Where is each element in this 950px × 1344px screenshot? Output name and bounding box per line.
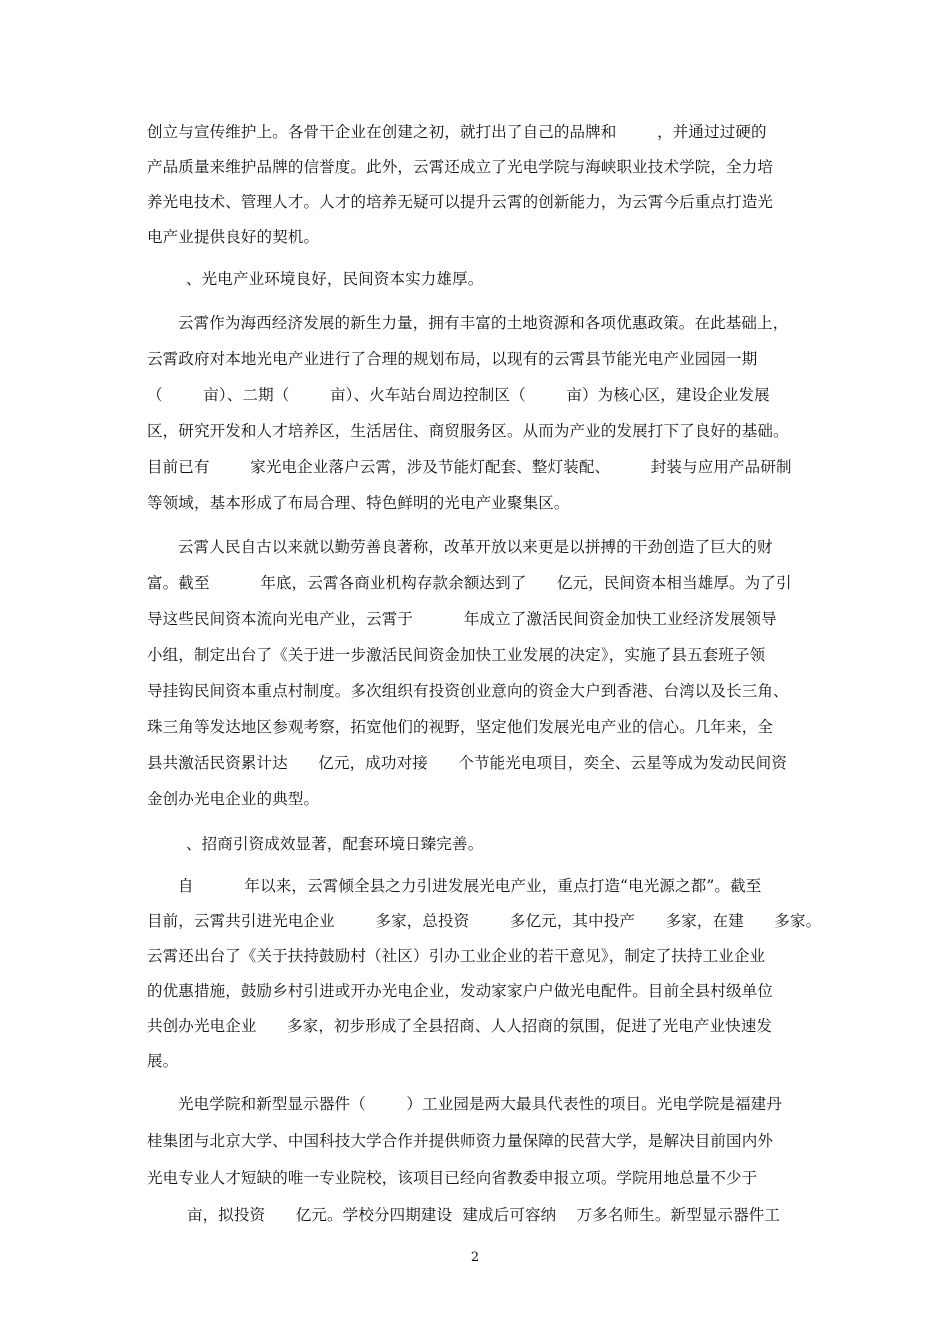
- text-line: 展。: [147, 1052, 179, 1070]
- section-heading: 、招商引资成效显著，配套环境日臻完善。: [186, 835, 484, 853]
- text-line: 光电专业人才短缺的唯一专业院校，该项目已经向省教委申报立项。学院用地总量不少于: [147, 1169, 758, 1187]
- text-line: 富。截至 年底，云霄各商业机构存款余额达到了 亿元，民间资本相当雄厚。为了引: [147, 574, 792, 592]
- text-line: 目前已有 家光电企业落户云霄，涉及节能灯配套、整灯装配、 封装与应用产品研制: [147, 458, 792, 476]
- text-line: 养光电技术、管理人才。人才的培养无疑可以提升云霄的创新能力，为云霄今后重点打造光: [147, 193, 774, 211]
- text-line: 云霄政府对本地光电产业进行了合理的规划布局，以现有的云霄县节能光电产业园园一期: [147, 350, 758, 368]
- text-line: 产品质量来维护品牌的信誉度。此外，云霄还成立了光电学院与海峡职业技术学院，全力培: [147, 158, 774, 176]
- text-line: 等领域，基本形成了布局合理、特色鲜明的光电产业聚集区。: [147, 494, 570, 512]
- text-line: 目前，云霄共引进光电企业 多家，总投资 多亿元，其中投产 多家，在建 多家。: [147, 912, 822, 930]
- text-line: 导这些民间资本流向光电产业，云霄于 年成立了激活民间资金加快工业经济发展领导: [147, 610, 777, 628]
- text-line: 珠三角等发达地区参观考察，拓宽他们的视野，坚定他们发展光电产业的信心。几年来，全: [147, 718, 774, 736]
- text-line: 光电学院和新型显示器件（ ）工业园是两大最具代表性的项目。光电学院是福建丹: [178, 1095, 783, 1113]
- text-line: 导挂钩民间资本重点村制度。多次组织有投资创业意向的资金大户到香港、台湾以及长三角、: [147, 682, 789, 700]
- text-line: 小组，制定出台了《关于进一步激活民间资金加快工业发展的决定》，实施了县五套班子领: [147, 646, 766, 664]
- text-line: 自 年以来，云霄倾全县之力引进发展光电产业，重点打造“电光源之都”。截至: [178, 877, 762, 895]
- text-line: 云霄还出台了《关于扶持鼓励村（社区）引办工业企业的若干意见》，制定了扶持工业企业: [147, 947, 766, 965]
- text-line: 金创办光电企业的典型。: [147, 790, 320, 808]
- text-line: 县共激活民资累计达 亿元，成功对接 个节能光电项目，奕全、云星等成为发动民间资: [147, 754, 787, 772]
- text-line: 区，研究开发和人才培养区，生活居住、商贸服务区。从而为产业的发展打下了良好的基础。: [147, 422, 789, 440]
- text-line: 云霄人民自古以来就以勤劳善良著称，改革开放以来更是以拼搏的干劲创造了巨大的财: [178, 538, 773, 556]
- section-heading: 、光电产业环境良好，民间资本实力雄厚。: [186, 270, 484, 288]
- text-line: 的优惠措施，鼓励乡村引进或开办光电企业，发动家家户户做光电配件。目前全县村级单位: [147, 982, 774, 1000]
- text-line: 桂集团与北京大学、中国科技大学合作并提供师资力量保障的民营大学，是解决目前国内外: [147, 1132, 774, 1150]
- text-line: 电产业提供良好的契机。: [147, 228, 320, 246]
- page-number: 2: [470, 1250, 480, 1265]
- text-line: 共创办光电企业 多家，初步形成了全县招商、人人招商的氛围，促进了光电产业快速发: [147, 1017, 773, 1035]
- text-line: 云霄作为海西经济发展的新生力量，拥有丰富的土地资源和各项优惠政策。在此基础上，: [178, 314, 789, 332]
- text-line: （ 亩）、二期（ 亩）、火车站台周边控制区（ 亩）为核心区，建设企业发展: [147, 386, 770, 404]
- text-line: 创立与宣传维护上。各骨干企业在创建之初，就打出了自己的品牌和 ，并通过过硬的: [147, 123, 767, 141]
- text-line: 亩，拟投资 亿元。学校分四期建设 建成后可容纳 万多名师生。新型显示器件工: [187, 1206, 781, 1224]
